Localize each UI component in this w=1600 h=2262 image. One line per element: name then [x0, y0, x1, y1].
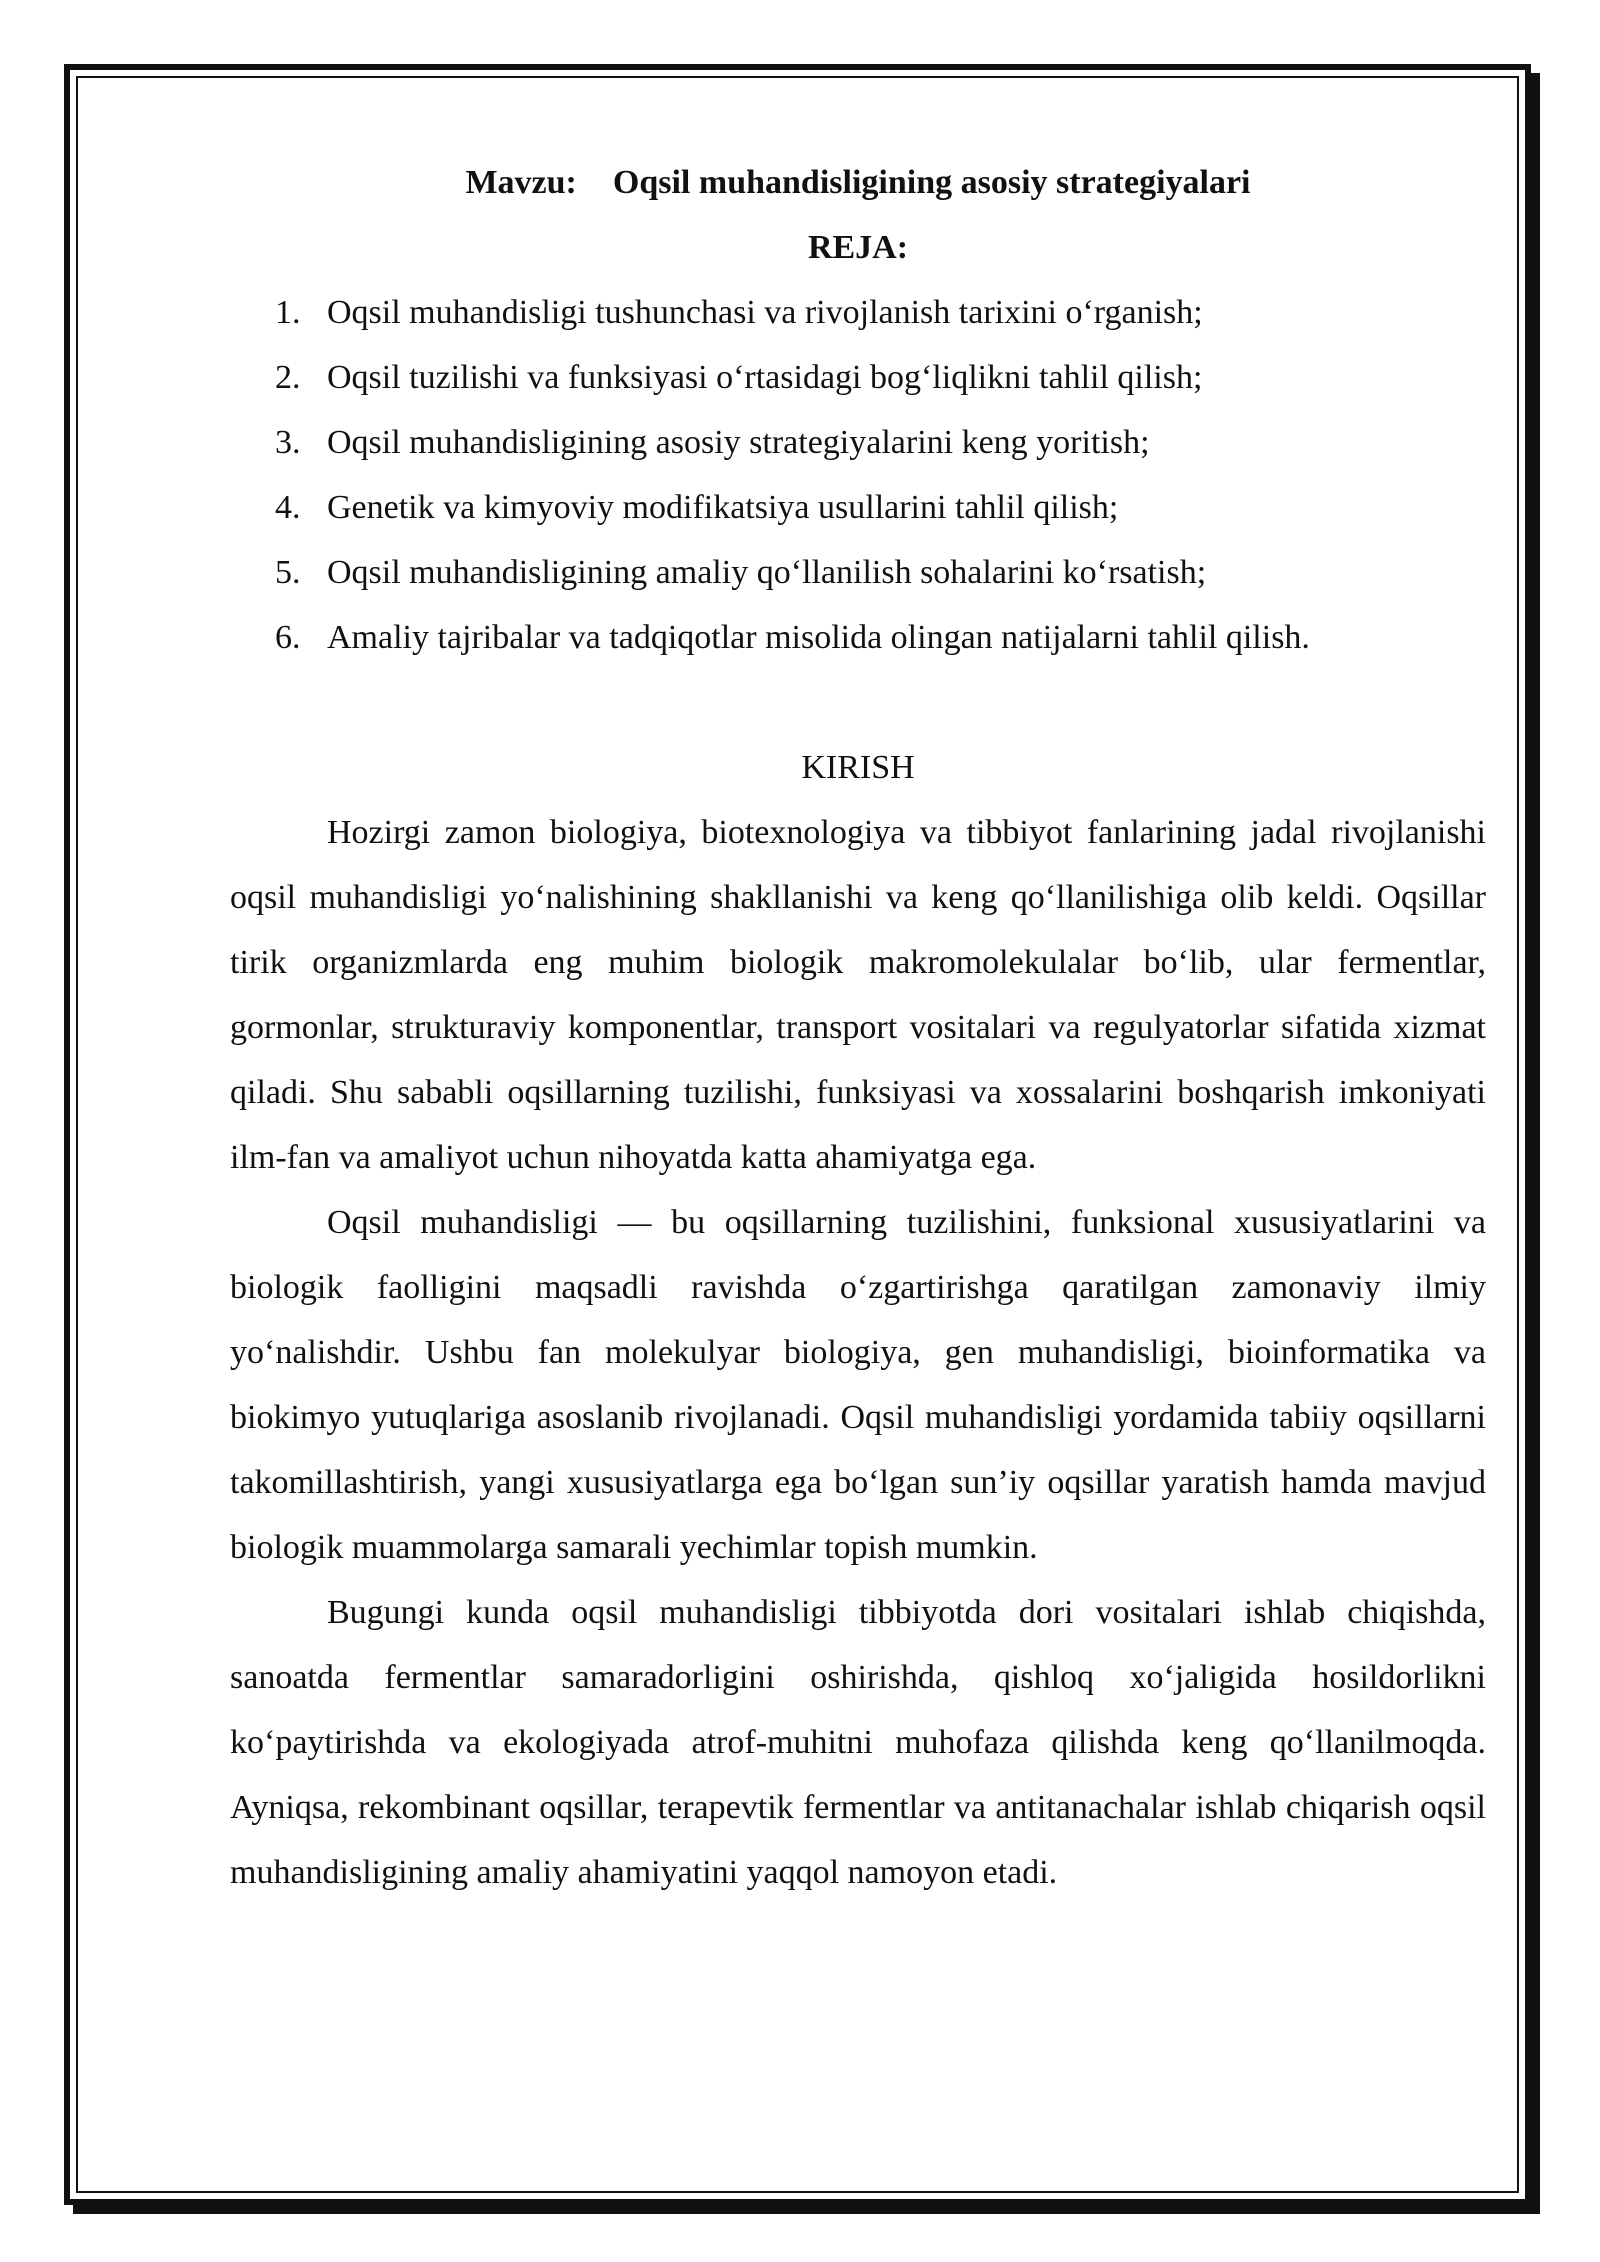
plan-item-text: Oqsil muhandisligi tushunchasi va rivojlanish tarixini o‘rganish;	[327, 294, 1203, 331]
intro-paragraph: Bugungi kunda oqsil muhandisligi tibbiyotda dori vositalari ishlab chiqishda, sanoatda fermentlar samaradorligini oshirishda, qishloq xo‘jaligida hosildorlikni ko‘paytirishda va ekologiyada atrof-muhitni muhofaza qilishda keng qo‘llanilmoqda. Ayniqsa, rekombinant oqsillar, terapevtik fermentlar va antitanachalar ishlab chiqarish oqsil muhandisligining amaliy ahamiyatini yaqqol namoyon etadi.	[230, 1594, 1486, 1891]
plan-item-number: 3.	[275, 424, 301, 461]
plan-item	[230, 345, 1486, 410]
intro-heading: KIRISH	[801, 749, 915, 786]
document-title	[230, 150, 1486, 215]
plan-heading: REJA:	[807, 229, 909, 266]
plan-item	[230, 410, 1486, 475]
plan-item-text: Oqsil tuzilishi va funksiyasi o‘rtasidagi bog‘liqlikni tahlil qilish;	[327, 359, 1203, 396]
plan-item	[230, 475, 1486, 540]
plan-item	[230, 605, 1486, 670]
plan-item	[230, 540, 1486, 605]
plan-item-text: Oqsil muhandisligining asosiy strategiyalarini keng yoritish;	[327, 424, 1150, 461]
title-text: Oqsil muhandisligining asosiy strategiyalari	[612, 164, 1251, 201]
plan-list	[230, 280, 1486, 670]
plan-item-number: 2.	[275, 359, 301, 396]
plan-item	[230, 280, 1486, 345]
plan-item-text: Genetik va kimyoviy modifikatsiya usullarini tahlil qilish;	[327, 489, 1119, 526]
intro-paragraph: Hozirgi zamon biologiya, biotexnologiya va tibbiyot fanlarining jadal rivojlanishi oqsil muhandisligi yo‘nalishining shakllanishi va keng qo‘llanilishiga olib keldi. Oqsillar tirik organizmlarda eng muhim biologik makromolekulalar bo‘lib, ular fermentlar, gormonlar, strukturaviy komponentlar, transport vositalari va regulyatorlar sifatida xizmat qiladi. Shu sababli oqsillarning tuzilishi, funksiyasi va xossalarini boshqarish imkoniyati ilm-fan va amaliyot uchun nihoyatda katta ahamiyatga ega.	[230, 814, 1486, 1176]
plan-item-number: 4.	[275, 489, 301, 526]
plan-item-text: Oqsil muhandisligining amaliy qo‘llanilish sohalarini ko‘rsatish;	[327, 554, 1207, 591]
plan-item-text: Amaliy tajribalar va tadqiqotlar misolida olingan natijalarni tahlil qilish.	[327, 619, 1310, 656]
document-body	[230, 150, 1486, 1905]
intro-paragraph: Oqsil muhandisligi — bu oqsillarning tuzilishini, funksional xususiyatlarini va biologik faolligini maqsadli ravishda o‘zgartirishga qaratilgan zamonaviy ilmiy yo‘nalishdir. Ushbu fan molekulyar biologiya, gen muhandisligi, bioinformatika va biokimyo yutuqlariga asoslanib rivojlanadi. Oqsil muhandisligi yordamida tabiiy oqsillarni takomillashtirish, yangi xususiyatlarga ega bo‘lgan sun’iy oqsillar yaratish hamda mavjud biologik muammolarga samarali yechimlar topish mumkin.	[230, 1204, 1486, 1566]
title-label: Mavzu:	[465, 164, 577, 201]
plan-item-number: 5.	[275, 554, 301, 591]
plan-item-number: 1.	[275, 294, 301, 331]
plan-item-number: 6.	[275, 619, 301, 656]
